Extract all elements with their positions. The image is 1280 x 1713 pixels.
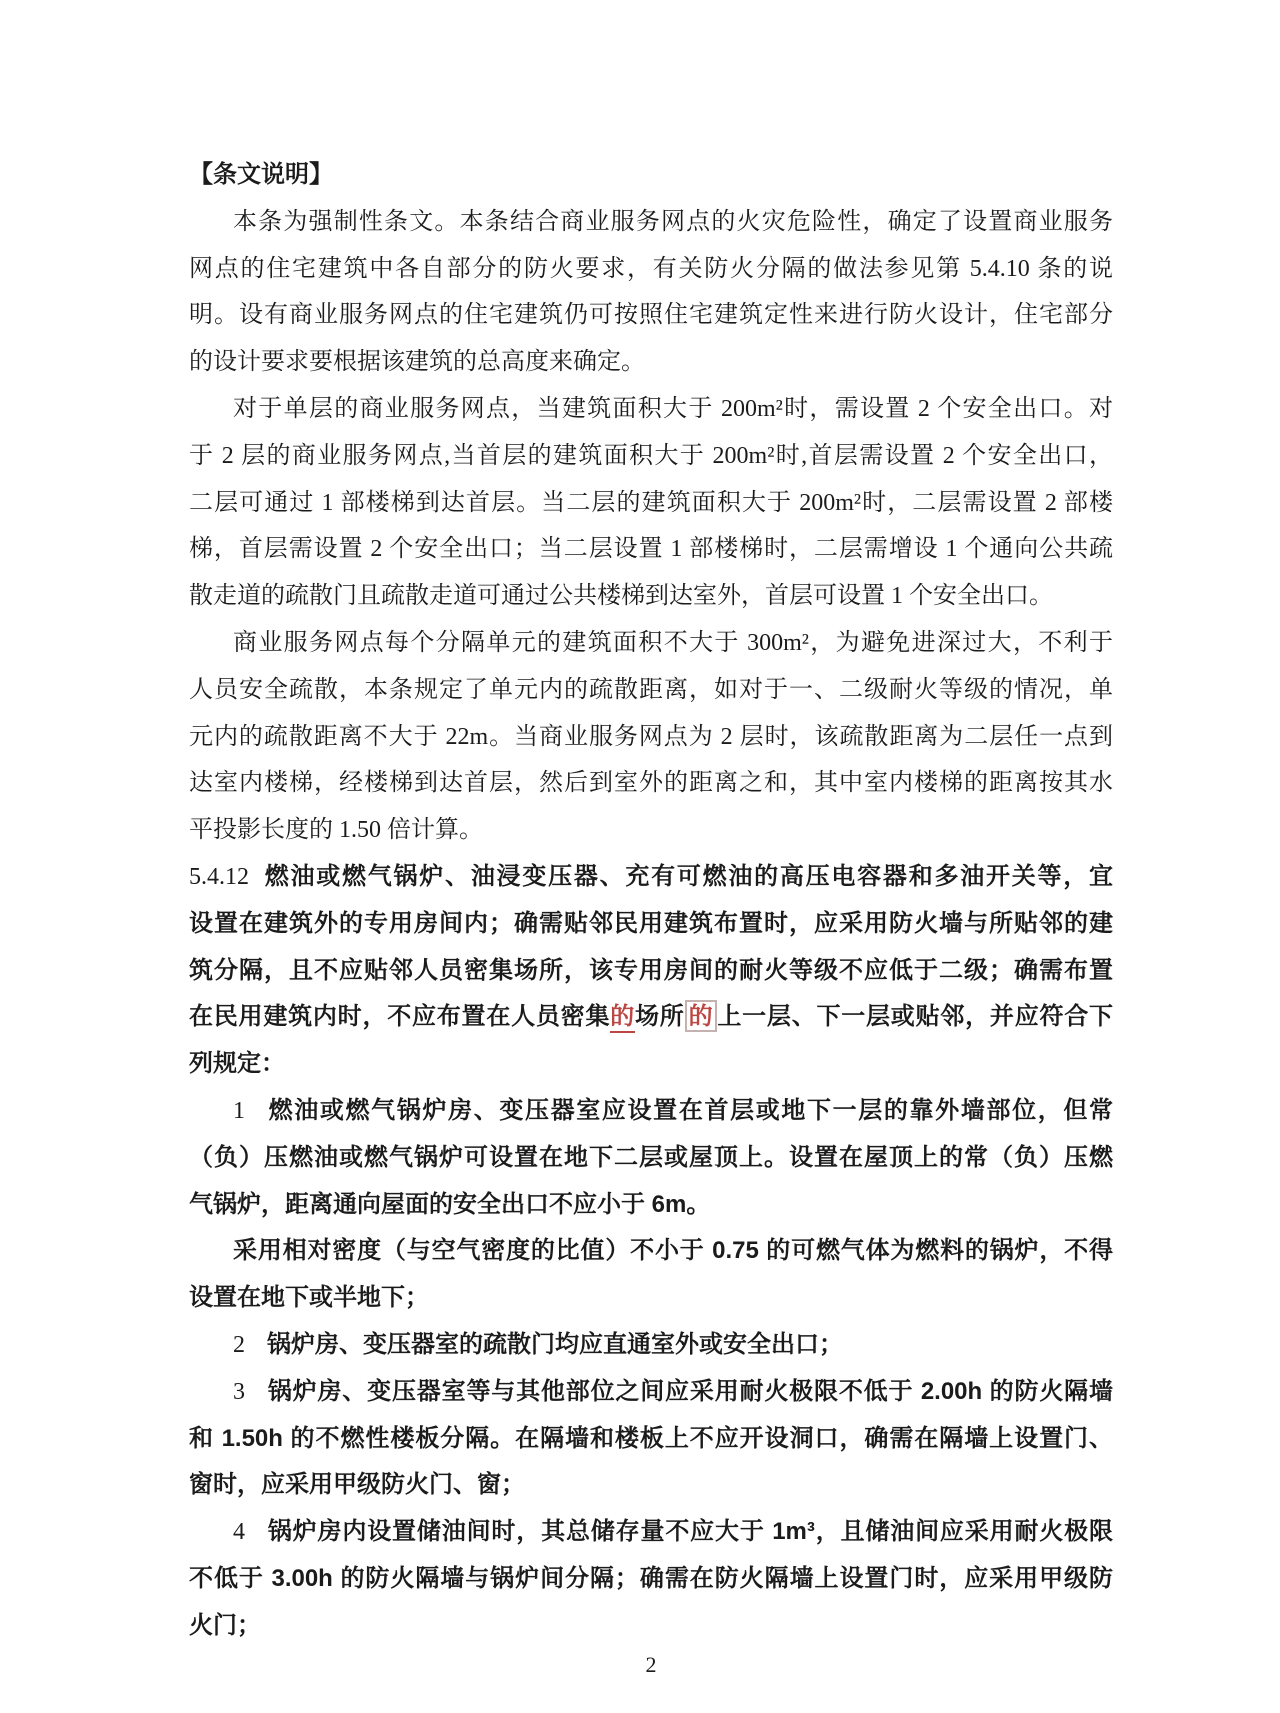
- list-item-line: 采用相对密度（与空气密度的比值）不小于 0.75 的可燃气体为燃料的锅炉，不得: [233, 1237, 1113, 1265]
- list-item-line: 窗时，应采用甲级防火门、窗；: [189, 1471, 525, 1499]
- item-number: 4: [233, 1519, 245, 1546]
- item-text: 锅炉房、变压器室的疏散门均应直通室外或安全出口；: [267, 1330, 843, 1358]
- item-text: 锅炉房、变压器室等与其他部位之间应采用耐火极限不低于 2.00h 的防火隔墙: [267, 1377, 1113, 1405]
- list-item-line: [189, 1369, 1113, 1416]
- explanation-line: 对于单层的商业服务网点，当建筑面积大于 200m²时，需设置 2 个安全出口。对: [233, 395, 1113, 422]
- explanation-line: 人员安全疏散，本条规定了单元内的疏散距离，如对于一、二级耐火等级的情况，单: [189, 676, 1113, 703]
- item-number: 1: [233, 1097, 245, 1124]
- list-item-line: [189, 1088, 1113, 1135]
- explanation-line: 二层可通过 1 部楼梯到达首层。当二层的建筑面积大于 200m²时，二层需设置 2 部楼: [189, 489, 1113, 516]
- clause-line: 设置在建筑外的专用房间内；确需贴邻民用建筑布置时，应采用防火墙与所贴邻的建: [189, 909, 1113, 937]
- clause-line: 筑分隔，且不应贴邻人员密集场所，该专用房间的耐火等级不应低于二级；确需布置: [189, 956, 1113, 984]
- clause-text: 上一层、下一层或贴邻，并应符合下: [717, 1003, 1114, 1031]
- page-number: 2: [645, 1652, 657, 1677]
- list-item-line: 气锅炉，距离通向屋面的安全出口不应小于 6m。: [189, 1190, 711, 1218]
- list-item-line: 火门；: [189, 1611, 261, 1639]
- list-item-line: 设置在地下或半地下；: [189, 1284, 429, 1312]
- document-page: [189, 152, 1113, 1650]
- list-item-line: [189, 1509, 1113, 1556]
- revision-char-underlined: 的: [610, 1003, 635, 1033]
- explanation-line: 元内的疏散距离不大于 22m。当商业服务网点为 2 层时，该疏散距离为二层任一点到: [189, 723, 1113, 750]
- explanation-line: 散走道的疏散门且疏散走道可通过公共楼梯到达室外，首层可设置 1 个安全出口。: [189, 583, 1053, 610]
- clause-text: 在民用建筑内时，不应布置在人员密集: [189, 1003, 611, 1031]
- list-item-line: [189, 1322, 1113, 1369]
- explanation-line: 于 2 层的商业服务网点,当首层的建筑面积大于 200m²时,首层需设置 2 个安全出口，: [189, 442, 1113, 469]
- explanation-line: 商业服务网点每个分隔单元的建筑面积不大于 300m²，为避免进深过大，不利于: [233, 629, 1113, 656]
- revision-char-boxed: 的: [685, 1000, 718, 1032]
- list-item-line: 和 1.50h 的不燃性楼板分隔。在隔墙和楼板上不应开设洞口，确需在隔墙上设置门、: [189, 1424, 1113, 1452]
- list-item-line: （负）压燃油或燃气锅炉可设置在地下二层或屋顶上。设置在屋顶上的常（负）压燃: [189, 1143, 1113, 1171]
- item-number: 3: [233, 1378, 245, 1405]
- clause-line-revision: [189, 994, 1113, 1041]
- explanation-line: 达室内楼梯，经楼梯到达首层，然后到室外的距离之和，其中室内楼梯的距离按其水: [189, 770, 1113, 797]
- explanation-line: 本条为强制性条文。本条结合商业服务网点的火灾危险性，确定了设置商业服务: [233, 208, 1113, 235]
- explanation-line: 梯，首层需设置 2 个安全出口；当二层设置 1 部楼梯时，二层需增设 1 个通向公共疏: [189, 536, 1113, 563]
- clause-number: 5.4.12: [189, 863, 249, 890]
- list-item-line: 不低于 3.00h 的防火隔墙与锅炉间分隔；确需在防火隔墙上设置门时，应采用甲级防: [189, 1564, 1113, 1592]
- explanation-line: 平投影长度的 1.50 倍计算。: [189, 817, 483, 844]
- item-text: 锅炉房内设置储油间时，其总储存量不应大于 1m³，且储油间应采用耐火极限: [267, 1518, 1113, 1546]
- clause-line: 列规定：: [189, 1050, 285, 1078]
- clause-text: 燃油或燃气锅炉、油浸变压器、充有可燃油的高压电容器和多油开关等，宜: [263, 862, 1113, 890]
- item-number: 2: [233, 1331, 245, 1358]
- clause-line: [189, 854, 1113, 901]
- explanation-line: 明。设有商业服务网点的住宅建筑仍可按照住宅建筑定性来进行防火设计，住宅部分: [189, 302, 1113, 329]
- section-heading: 【条文说明】: [189, 161, 333, 188]
- explanation-line: 的设计要求要根据该建筑的总高度来确定。: [189, 349, 645, 376]
- item-text: 燃油或燃气锅炉房、变压器室应设置在首层或地下一层的靠外墙部位，但常: [267, 1096, 1113, 1124]
- clause-text: 场所: [635, 1003, 685, 1031]
- explanation-line: 网点的住宅建筑中各自部分的防火要求，有关防火分隔的做法参见第 5.4.10 条的说: [189, 255, 1113, 282]
